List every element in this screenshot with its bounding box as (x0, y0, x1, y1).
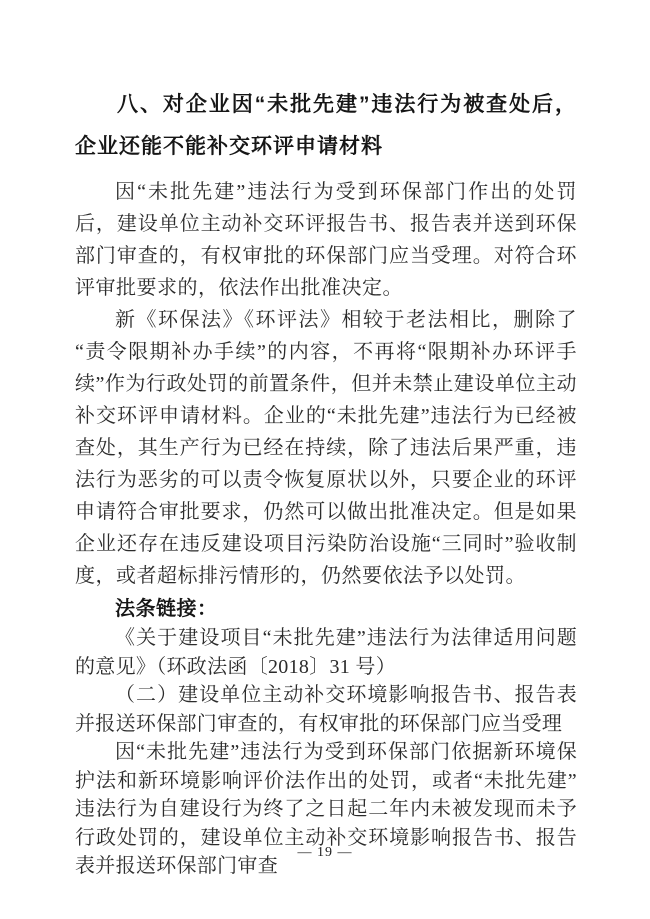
section-heading: 八、对企业因“未批先建”违法行为被查处后，企业还能不能补交环评申请材料 (75, 93, 577, 158)
paragraph-punishment-acceptance: 因“未批先建”违法行为受到环保部门作出的处罚后，建设单位主动补交环评报告书、报告表并送到环保部门审查的，有权审批的环保部门应当受理。对符合环评审批要求的，依法作出批准决定。 (75, 181, 577, 299)
law-link-label: 法条链接： (115, 598, 218, 620)
law-clause-detail: 因“未批先建”违法行为受到环保部门依据新环境保护法和新环境影响评价法作出的处罚，或者“未批先建”违法行为自建设行为终了之日起二年内未被发现而未予行政处罚的，建设单位主动补交环境影响报告书、报告表并报送环保部门审查 (75, 741, 577, 877)
paragraph-law-comparison: 新《环保法》《环评法》相较于老法相比，删除了“责令限期补办手续”的内容，不再将“限期补办环评手续”作为行政处罚的前置条件，但并未禁止建设单位主动补交环评申请材料。企业的“未批先建”违法行为已经被查处，其生产行为已经在持续，除了违法后果严重，违法行为恶劣的可以责令恢复原状以外，只要企业的环评申请符合审批要求，仍然可以做出批准决定。但是如果企业还存在违反建设项目污染防治设施“三同时”验收制度，或者超标排污情形的，仍然要依法予以处罚。 (75, 309, 577, 587)
law-citation-title: 《关于建设项目“未批先建”违法行为法律适用问题的意见》（环政法函〔2018〕31 号） (75, 627, 577, 678)
law-clause-two: （二）建设单位主动补交环境影响报告书、报告表并报送环保部门审查的，有权审批的环保部门应当受理 (75, 684, 577, 735)
page-number: — 19 — (297, 845, 353, 860)
